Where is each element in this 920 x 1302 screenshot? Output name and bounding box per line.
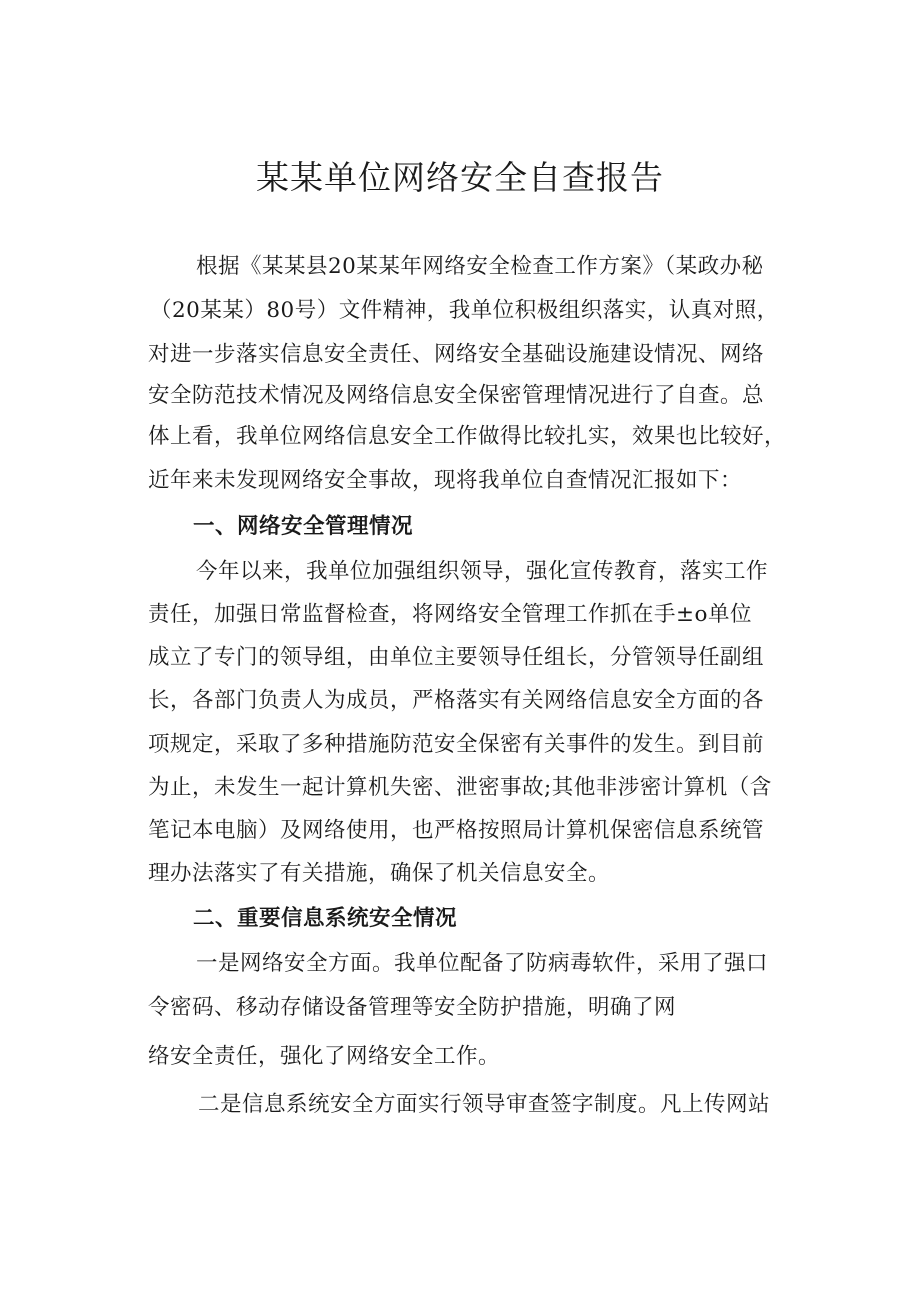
paragraph-line: 一是网络安全方面。我单位配备了防病毒软件，采用了强口	[196, 951, 769, 976]
paragraph-line: 成立了专门的领导组，由单位主要领导任组长，分管领导任副组	[148, 645, 765, 670]
paragraph-line: 安全防范技术情况及网络信息安全保密管理情况进行了自查。总	[148, 383, 765, 408]
paragraph-line: 体上看，我单位网络信息安全工作做得比较扎实，效果也比较好，	[148, 424, 787, 449]
section-heading: 一、网络安全管理情况	[193, 514, 414, 539]
paragraph-line: 络安全责任，强化了网络安全工作。	[148, 1044, 501, 1069]
document-title: 某某单位网络安全自查报告	[256, 158, 664, 197]
paragraph-line: 近年来未发现网络安全事故，现将我单位自查情况汇报如下：	[148, 468, 743, 493]
paragraph-line: 项规定，采取了多种措施防范安全保密有关事件的发生。到目前	[148, 732, 765, 757]
paragraph-line: 责任，加强日常监督检查，将网络安全管理工作抓在手±o单位	[148, 602, 752, 627]
paragraph-line: 二是信息系统安全方面实行领导审查签字制度。凡上传网站	[198, 1092, 771, 1117]
paragraph-line: 根据《某某县20某某年网络安全检查工作方案》（某政办秘	[196, 254, 764, 279]
paragraph-line: 笔记本电脑）及网络使用，也严格按照局计算机保密信息系统管	[148, 818, 765, 843]
paragraph-line: 令密码、移动存储设备管理等安全防护措施，明确了网	[148, 995, 677, 1020]
paragraph-line: 理办法落实了有关措施，确保了机关信息安全。	[148, 861, 611, 886]
paragraph-line: 对进一步落实信息安全责任、网络安全基础设施建设情况、网络	[148, 342, 765, 367]
paragraph-line: 为止，未发生一起计算机失密、泄密事故;其他非涉密计算机（含	[148, 775, 772, 800]
section-heading: 二、重要信息系统安全情况	[193, 906, 458, 931]
paragraph-line: 长，各部门负责人为成员，严格落实有关网络信息安全方面的各	[148, 688, 765, 713]
paragraph-line: 今年以来，我单位加强组织领导，强化宣传教育，落实工作	[196, 559, 769, 584]
paragraph-line: （20某某）80号）文件精神，我单位积极组织落实，认真对照，	[150, 298, 779, 323]
